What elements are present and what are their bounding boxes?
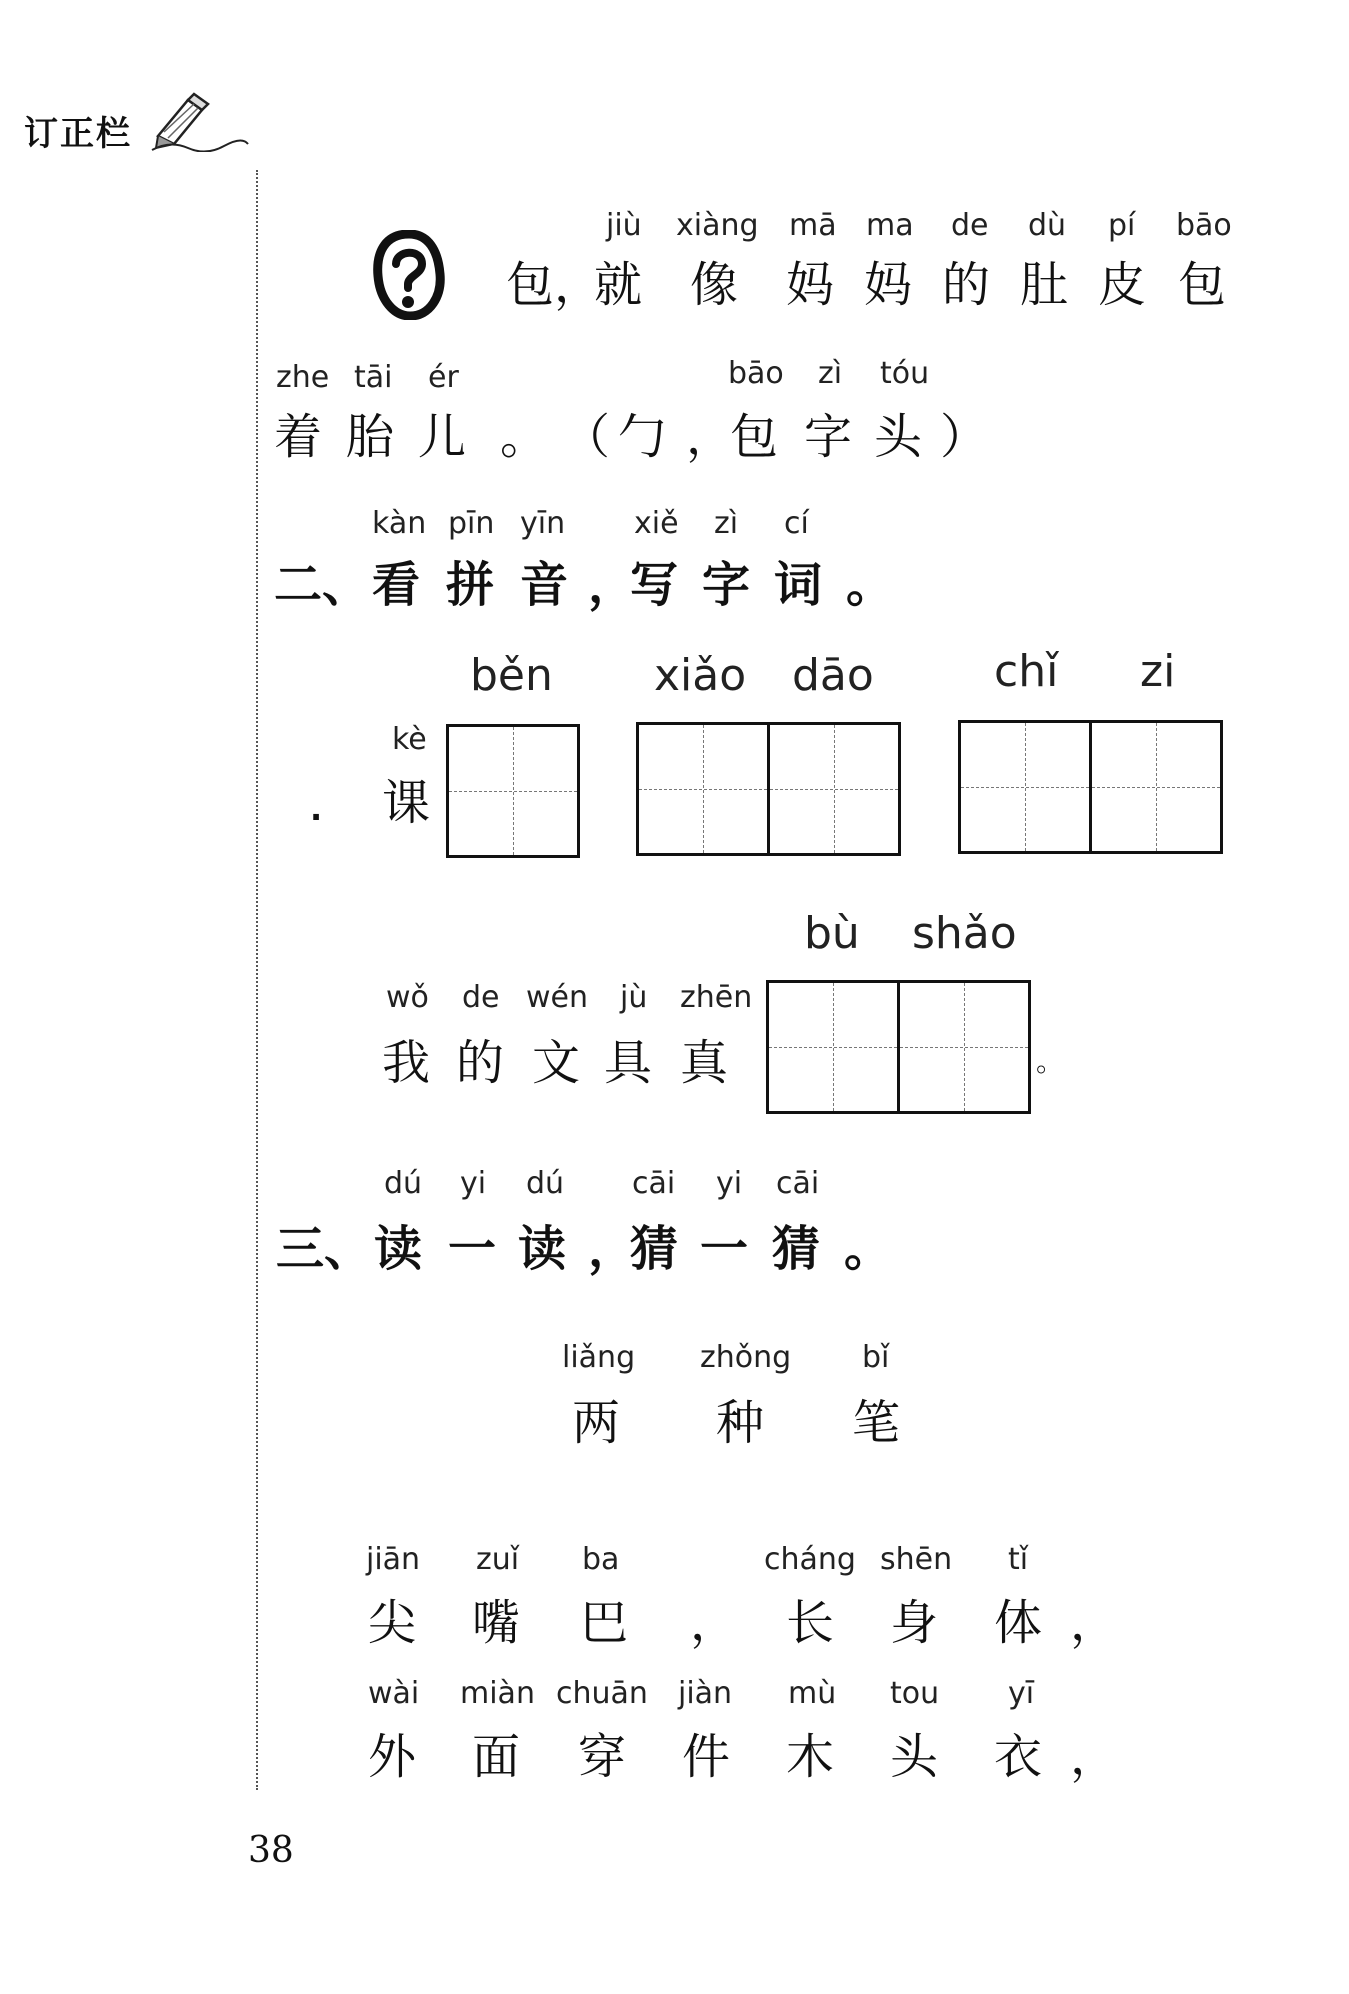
- riddle-char: 穿: [578, 1729, 627, 1785]
- pinyin: mù: [788, 1676, 837, 1711]
- riddle-char: 包: [730, 409, 779, 465]
- word-pinyin: xiǎo: [654, 650, 747, 701]
- pinyin: chuān: [556, 1676, 648, 1711]
- pinyin: cāi: [776, 1166, 820, 1201]
- writing-grid-chizi[interactable]: [958, 720, 1223, 854]
- pinyin: ma: [866, 208, 914, 243]
- pinyin: pí: [1108, 208, 1136, 243]
- pinyin: zuǐ: [476, 1542, 520, 1577]
- section-title-char: 读: [374, 1221, 423, 1277]
- pinyin: cāi: [632, 1166, 676, 1201]
- riddle-char: （: [562, 409, 611, 465]
- riddle-char: 身: [890, 1595, 939, 1651]
- writing-grid-bushao[interactable]: [766, 980, 1031, 1114]
- riddle-char: 包，: [506, 257, 603, 313]
- riddle-char: 头: [874, 409, 923, 465]
- riddle-char: 就: [594, 257, 643, 313]
- riddle-char: 衣: [994, 1729, 1043, 1785]
- pinyin: tóu: [880, 356, 930, 391]
- pinyin: cháng: [764, 1542, 856, 1577]
- riddle-char: 皮: [1098, 257, 1147, 313]
- section-title-char: 拼: [446, 557, 495, 613]
- riddle-char: 头: [890, 1729, 939, 1785]
- pinyin: zì: [818, 356, 843, 391]
- writing-cell[interactable]: [961, 723, 1089, 851]
- pinyin: zhe: [276, 360, 330, 395]
- writing-cell[interactable]: [897, 983, 1028, 1111]
- pinyin: bǐ: [862, 1340, 890, 1375]
- pinyin: zhǒng: [700, 1340, 792, 1375]
- riddle-char: ，: [1070, 1595, 1119, 1651]
- end-mark: 。: [1036, 1045, 1065, 1078]
- pinyin: ba: [582, 1542, 620, 1577]
- pinyin: jiù: [606, 208, 642, 243]
- word-pinyin: dāo: [792, 650, 874, 701]
- riddle-char: 的: [942, 257, 991, 313]
- pinyin: wén: [526, 980, 589, 1015]
- pinyin: yīn: [520, 506, 566, 541]
- riddle-char: 包: [1178, 257, 1227, 313]
- riddle-char: ）: [940, 409, 989, 465]
- writing-grid-ben[interactable]: [446, 724, 580, 858]
- pinyin: jiān: [366, 1542, 421, 1577]
- section-title-char: 。: [844, 1221, 893, 1277]
- pinyin: de: [951, 208, 989, 243]
- riddle-char: 外: [368, 1729, 417, 1785]
- riddle-char: 长: [786, 1595, 835, 1651]
- riddle-char: ，: [1070, 1729, 1119, 1785]
- section-title-char: ，: [588, 1221, 637, 1277]
- sentence-char: 我: [382, 1035, 431, 1091]
- pinyin: de: [462, 980, 500, 1015]
- section-title-char: 一: [700, 1221, 749, 1277]
- word-pinyin: chǐ: [994, 646, 1059, 697]
- riddle-char: 勹: [618, 409, 667, 465]
- pinyin: xiàng: [676, 208, 759, 243]
- pinyin: dù: [1028, 208, 1067, 243]
- section-title-char: 读: [518, 1221, 567, 1277]
- writing-cell[interactable]: [1089, 723, 1220, 851]
- pinyin: wǒ: [386, 980, 429, 1015]
- pinyin: tou: [890, 1676, 940, 1711]
- section-title-char: 猜: [772, 1221, 821, 1277]
- pinyin: ér: [428, 360, 459, 395]
- section-title-char: 三、: [276, 1221, 373, 1277]
- pinyin: shēn: [880, 1542, 953, 1577]
- pinyin: yi: [716, 1166, 743, 1201]
- pinyin: xiě: [634, 506, 679, 541]
- pinyin: kàn: [372, 506, 427, 541]
- sentence-char: 真: [680, 1035, 729, 1091]
- section-title-char: 音: [520, 557, 569, 613]
- riddle-subtitle-char: 笔: [852, 1395, 901, 1451]
- word-pinyin: bù: [804, 908, 860, 959]
- pinyin: yi: [460, 1166, 487, 1201]
- pinyin: bāo: [1176, 208, 1232, 243]
- riddle-char: 妈: [786, 257, 835, 313]
- riddle-char: 木: [786, 1729, 835, 1785]
- pinyin: liǎng: [562, 1340, 636, 1375]
- pinyin: dú: [526, 1166, 565, 1201]
- word-pinyin: zi: [1140, 646, 1176, 697]
- riddle-subtitle-char: 两: [572, 1395, 621, 1451]
- correction-header: [24, 106, 132, 155]
- pinyin: pīn: [448, 506, 495, 541]
- riddle-char: ，: [690, 1595, 739, 1651]
- lesson-pinyin: kè: [392, 722, 427, 757]
- riddle-char: 面: [472, 1729, 521, 1785]
- section-title-char: 一: [448, 1221, 497, 1277]
- pinyin: wài: [368, 1676, 420, 1711]
- pinyin: tǐ: [1008, 1542, 1029, 1577]
- section-title-char: 。: [846, 557, 895, 613]
- riddle-char: 儿: [418, 409, 467, 465]
- pinyin: cí: [784, 506, 809, 541]
- riddle-char: 肚: [1020, 257, 1069, 313]
- writing-cell[interactable]: [767, 725, 898, 853]
- riddle-char: 胎: [346, 409, 395, 465]
- pinyin: mā: [789, 208, 837, 243]
- sentence-char: 的: [456, 1035, 505, 1091]
- riddle-icon: [372, 230, 446, 320]
- section-title-char: 写: [630, 557, 679, 613]
- word-pinyin: shǎo: [912, 908, 1017, 959]
- riddle-subtitle-char: 种: [716, 1395, 765, 1451]
- riddle-char: 像: [690, 257, 739, 313]
- pinyin: tāi: [354, 360, 393, 395]
- correction-label: 订正栏: [24, 114, 132, 154]
- pinyin: jiàn: [678, 1676, 733, 1711]
- sentence-char: 文: [532, 1035, 581, 1091]
- page-number: 38: [248, 1830, 294, 1871]
- riddle-char: 妈: [864, 257, 913, 313]
- stray-dot: .: [310, 790, 323, 828]
- riddle-char: 尖: [368, 1595, 417, 1651]
- writing-cell[interactable]: [639, 725, 767, 853]
- riddle-char: 嘴: [472, 1595, 521, 1651]
- section-title-char: 看: [372, 557, 421, 613]
- pinyin: jù: [620, 980, 648, 1015]
- riddle-char: 字: [804, 409, 853, 465]
- pencil-icon: [150, 92, 250, 152]
- pinyin: zhēn: [680, 980, 753, 1015]
- margin-dotted-line: [256, 170, 258, 1790]
- riddle-char: 体: [994, 1595, 1043, 1651]
- riddle-char: ，: [686, 409, 735, 465]
- lesson-char: 课: [382, 775, 431, 831]
- writing-cell[interactable]: [449, 727, 577, 855]
- section-title-char: 词: [774, 557, 823, 613]
- riddle-char: 巴: [580, 1595, 629, 1651]
- pinyin: dú: [384, 1166, 423, 1201]
- riddle-char: 着: [274, 409, 323, 465]
- section-title-char: 二、: [274, 557, 371, 613]
- writing-grid-xiaodao[interactable]: [636, 722, 901, 856]
- sentence-char: 具: [604, 1035, 653, 1091]
- pinyin: miàn: [460, 1676, 535, 1711]
- section-title-char: 猜: [630, 1221, 679, 1277]
- section-title-char: ，: [588, 557, 637, 613]
- word-pinyin: běn: [470, 650, 553, 701]
- pinyin: zì: [714, 506, 739, 541]
- pinyin: yī: [1008, 1676, 1035, 1711]
- writing-cell[interactable]: [769, 983, 897, 1111]
- section-title-char: 字: [702, 557, 751, 613]
- pinyin: bāo: [728, 356, 784, 391]
- riddle-char: 。: [500, 409, 549, 465]
- riddle-char: 件: [682, 1729, 731, 1785]
